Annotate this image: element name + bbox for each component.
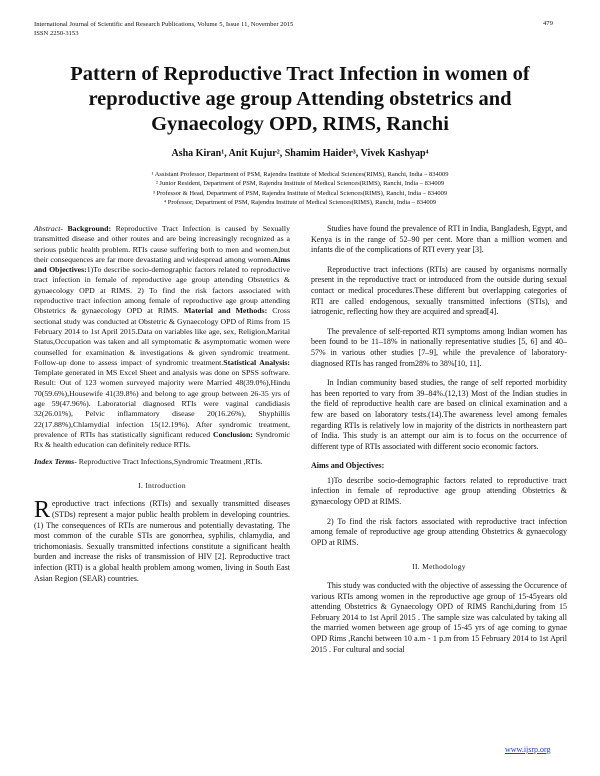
methods-text: Cross sectional study was conducted at Obstetric & Gynaecology OPD of Rims from 15 February 2014 to 1st April 2015.Data on variables like age, sex, Religion,Marital Status,Occupation was taken and all symptomatic & asymptomatic women were counselled for examination & investigations & given syndromic treatment. Follow-up done to assess impact of syndromic treatment. [34, 306, 290, 367]
index-terms-label: Index Terms [34, 456, 75, 466]
aims-text: 1)To describe socio-demographic factors related to reproductive tract infection in female of reproductive age group attending Obstetrics & gynaecology OPD at RIMS. 2) To find the risk factors associated with reproductive tract infection among female of reproductive age group attending Obstetrics & gynaecology OPD at RIMS. [34, 265, 290, 316]
affiliation-3: ³ Professor & Head, Department of PSM, Rajendra Institute of Medical Sciences(RIMS), Ranchi, India – 834009 [152, 189, 448, 197]
paragraph-community-studies: In Indian community based studies, the range of self reported morbidity has been reported to vary from 39–84%.(12,13) Most of the Indian studies in the field of reproductive health care are based on clinical examination and a few are based on laboratory tests.(14).The awareness level among females regarding RTIs is relatively low in majority of the districts in northeastern part of India. This study is an attempt our aim is to focus on the occurrence of different type of RTIs associated with different socio economic factors. [311, 378, 567, 451]
affiliation-4: ⁴ Professor, Department of PSM, Rajendra Institute of Medical Sciences(RIMS), Ranchi, India – 834009 [163, 199, 437, 207]
background-label: Background: [67, 224, 116, 233]
affiliations [60, 170, 540, 208]
paragraph-prevalence: Studies have found the prevalence of RTI in India, Bangladesh, Egypt, and Kenya is in the range of 52–90 per cent. More than a million women and infants die of the complications of RTI every year [3]. [311, 224, 567, 255]
journal-citation: International Journal of Scientific and Research Publications, Volume 5, Issue 11, November 2015 [34, 21, 294, 28]
affiliation-1: ¹ Assistant Professor, Department of PSM, Rajendra Institute of Medical Sciences(RIMS), Ranchi, India – 834009 [151, 171, 449, 178]
aims-label: Aims and Objectives: [34, 254, 290, 275]
left-column [34, 224, 290, 593]
journal-website-link[interactable]: www.ijsrp.org [505, 745, 551, 754]
methodology-paragraph: This study was conducted with the objective of assessing the Occurence of various RTIs among women in the reproductive age group of 15-45years old attending Obstetrics & Gynaecology OPD of RIMS Ranchi,during from 15 February 2014 to 1st April 2015 . The sample size was calculated by taking all the married women between age group of 15-45 yrs of age coming to gynae OPD Rims ,Ranchi between 10 a.m - 1 p.m from 15 February 2014 to 1st April 2015 . For cultural and social [311, 581, 567, 654]
drop-cap: R [34, 497, 51, 524]
introduction-paragraph [34, 499, 290, 584]
stats-text: Template generated in MS Excel Sheet and analysis was done on SPSS software. Result: Out of 123 women surveyed majority were Married 48(39.0%),Hindu 70(59.6%),Housewife 41(39.8%) and belong to age group between 26-35 yrs of age 59(47.96%). Laboratorial diagnosed RTIs were vaginal candidiasis 32(26.01%), Pelvic inflammatory disease 20(16.26%), Shyphillis 22(17.88%),Chlamydial infection 15(12.19%). After syndromic treatment, prevalence of RTIs has statistically significant reduced [34, 368, 290, 439]
conclusion-text: Syndromic Rx & health education can definitely reduce RTIs. [34, 429, 291, 450]
index-terms [34, 457, 290, 467]
right-column [311, 224, 567, 664]
author-list: Asha Kiran¹, Anit Kujur², Shamim Haider³, Vivek Kashyap⁴ [171, 148, 429, 159]
journal-issn: ISSN 2250-3153 [34, 30, 79, 37]
abstract-label: Abstract- [34, 224, 68, 233]
introduction-heading: I. Introduction [138, 480, 186, 490]
aims-heading: Aims and Objectives: [311, 461, 385, 471]
conclusion-label: Conclusion: [213, 429, 253, 439]
stats-label: Statistical Analysis: [223, 357, 290, 367]
introduction-text: eproductive tract infections (RTIs) and sexually transmitted diseases (STDs) represent a major public health problem in developing countries.(1) The consequences of RTIs are numerous and potentially devastating. The most common of the curable STIs are gonorrhea, syphilis, chlamydia, and trichomoniasis. Sexually transmitted infections constitute a significant health burden and increase the risks of transmission of HIV [2]. Reproductive tract infection (RTI) is a global health problem among women, living in South East Asian Region (SEAR) countries. [34, 499, 290, 583]
affiliation-2: ² Junior Resident, Department of PSM, Rajendra Institute of Medical Sciences(RIMS), Ranchi, India – 834009 [155, 180, 445, 188]
paragraph-self-reported: The prevalence of self-reported RTI symptoms among Indian women has been found to be 11–18% in nationally representative studies [5, 6] and 40–57% in various other studies [7–9], while the prevalence of laboratory-diagnosed RTIs has ranged from28% to 38%[10, 11]. [311, 326, 567, 368]
aim-2: 2) To find the risk factors associated with reproductive tract infection among female of reproductive age group attending Obstetrics & gynaecology OPD at RIMS. [311, 516, 567, 547]
page-number: 479 [543, 20, 553, 27]
abstract [34, 224, 290, 451]
methods-label: Material and Methods: [183, 306, 268, 316]
paper-title: Pattern of Reproductive Tract Infection in women of reproductive age group Attending obstetrics and Gynaecology OPD, RIMS, Ranchi [70, 63, 530, 135]
aim-1: 1)To describe socio-demographic factors related to reproductive tract infection in female of reproductive age group attending Obstetrics & gynaecology OPD at RIMS. [311, 475, 567, 507]
background-text: Reproductive Tract Infection is caused by Sexually transmitted disease and other routes and are being increasingly recognized as a serious public health problem. RTIs cause suffering both to men and women,but their consequences are far more devastating and widespread among women. [34, 224, 290, 264]
methodology-heading: II. Methodology [412, 562, 466, 572]
index-terms-text: - Reproductive Tract Infections,Syndromic Treatment ,RTIs. [74, 456, 263, 466]
journal-header [34, 20, 554, 38]
paragraph-rti-causes: Reproductive tract infections (RTIs) are caused by organisms normally present in the reproductive tract or introduced from the outside during sexual contact or medical procedures.These different but overlapping categories of RTI are called endogenous, sexually transmitted infections (STIs), and iatrogenic, reflecting how they are acquired and spread[4]. [311, 264, 567, 317]
